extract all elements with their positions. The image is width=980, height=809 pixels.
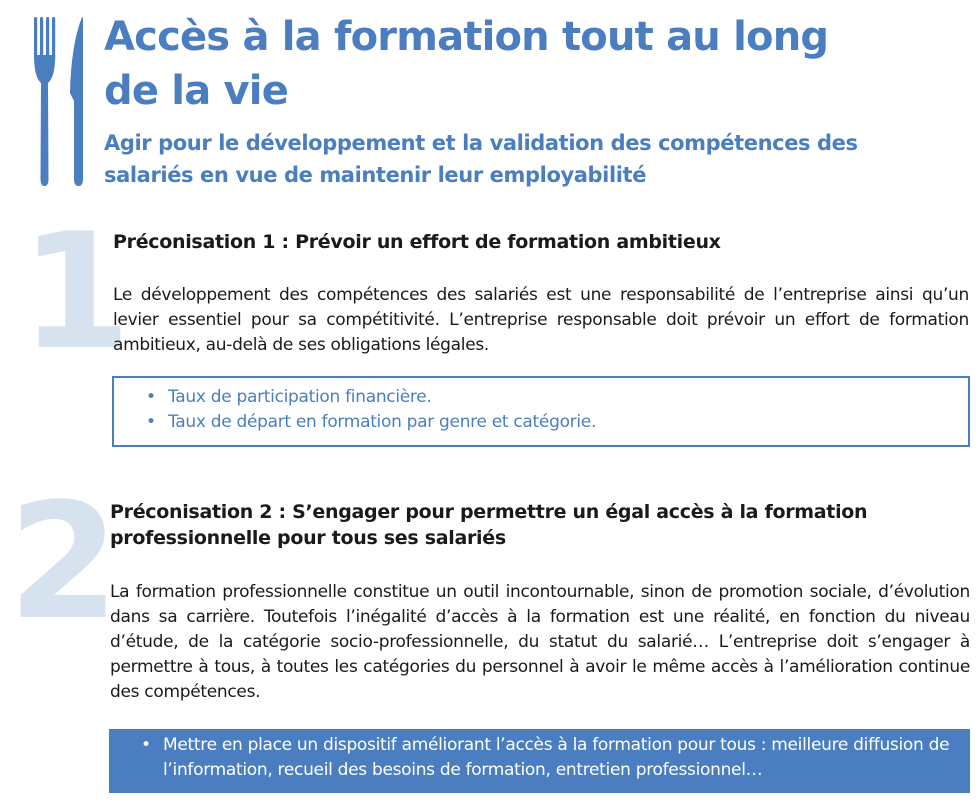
indicator-item: • Mettre en place un dispositif améliorant l’accès à la formation pour tous : meilleure diffusion de l’information, recueil des besoins de formation, entretien professionnel…	[141, 733, 970, 783]
indicator-list	[114, 378, 968, 435]
indicator-item: • Taux de participation financière.	[146, 385, 968, 410]
section-number: 1	[20, 198, 132, 385]
indicator-box	[109, 729, 970, 793]
page-subtitle: Agir pour le développement et la validation des compétences des salariés en vue de maintenir leur employabilité	[104, 131, 858, 187]
section-number: 2	[8, 468, 120, 655]
section-heading: Préconisation 1 : Prévoir un effort de formation ambitieux	[113, 231, 721, 253]
indicator-item: • Taux de départ en formation par genre et catégorie.	[146, 410, 968, 435]
section-paragraph: La formation professionnelle constitue un outil incontournable, sinon de promotion sociale, d’évolution dans sa carrière. Toutefois l’inégalité d’accès à la formation est une réalité, en fonction du niveau d’étude, de la catégorie socio-professionnelle, du statut du salarié… L’entreprise doit s’engager à permettre à tous, à toutes les catégories du personnel à avoir le même accès à l’amélioration continue des compétences.	[110, 582, 970, 702]
page-title: Accès à la formation tout au long de la vie	[104, 14, 829, 114]
section-heading: Préconisation 2 : S’engager pour permettre un égal accès à la formation professionnelle pour tous ses salariés	[110, 501, 868, 549]
indicator-box	[112, 376, 970, 447]
fork-and-knife-icon	[30, 15, 94, 187]
indicator-list	[109, 729, 970, 783]
section-paragraph: Le développement des compétences des salariés est une responsabilité de l’entreprise ainsi qu’un levier essentiel pour sa compétitivité. L’entreprise responsable doit prévoir un effort de formation ambitieux, au-delà de ses obligations légales.	[113, 285, 969, 355]
